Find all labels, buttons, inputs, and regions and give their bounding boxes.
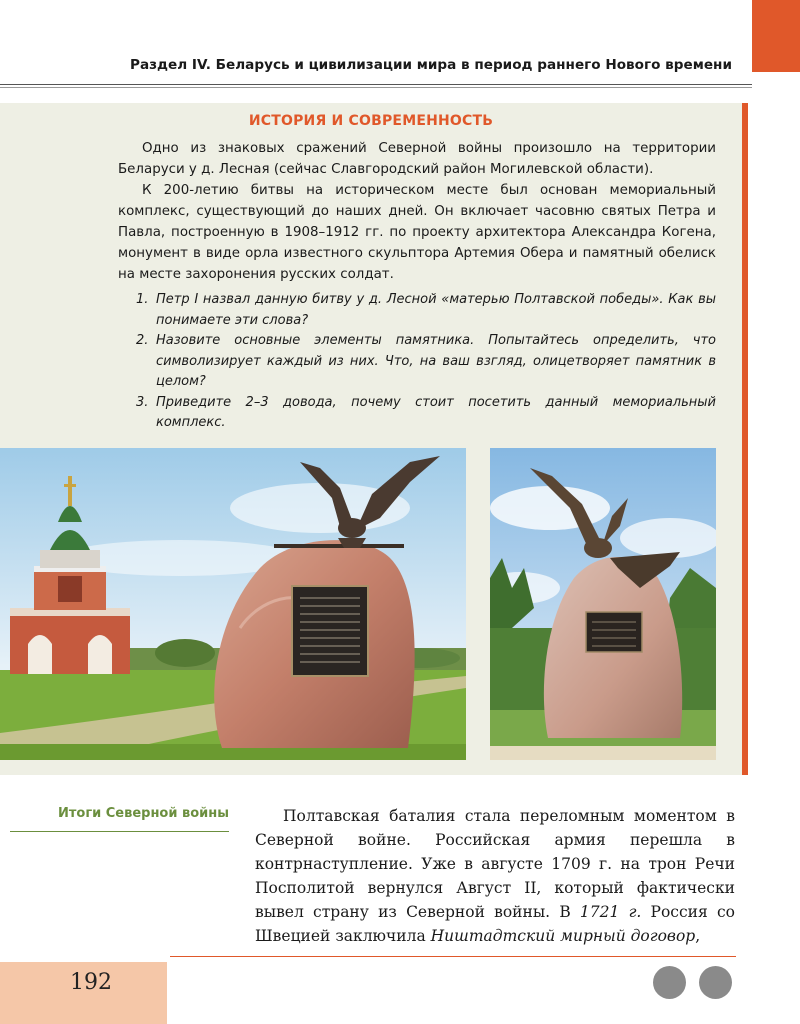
infobox-accent-bar <box>742 103 748 775</box>
page-number: 192 <box>70 970 112 995</box>
question-number: 3. <box>136 394 149 410</box>
year-italic: 1721 г. <box>579 903 642 921</box>
eagle-monument-photo <box>490 448 716 760</box>
question-text: Приведите 2–3 довода, почему стоит посетить данный мемориальный комплекс. <box>156 394 716 430</box>
question-text: Петр I назвал данную битву у д. Лесной «матерью Полтавской победы». Как вы понимаете эти слова? <box>156 292 716 328</box>
side-heading: Итоги Северной войны <box>57 806 229 821</box>
nav-dot-icon <box>699 966 732 999</box>
treaty-italic: Ништадтский мирный договор <box>430 927 696 945</box>
main-paragraph <box>255 804 735 948</box>
nav-dot-icon <box>653 966 686 999</box>
question-number: 1. <box>136 292 149 307</box>
corner-accent-tab <box>752 0 800 72</box>
footer-divider <box>170 956 736 957</box>
main-text-span: Полтавская баталия стала переломным моментом в Северной войне. Российская армия перешла в контрнаступление. Уже в августе 1709 г. на трон Речи Посполитой вернулся Август II, который фактически вывел страну из Северной войны. В <box>255 807 735 921</box>
question-number: 2. <box>136 333 149 348</box>
chapel-and-eagle-monument-photo <box>0 448 466 760</box>
infobox-text <box>118 138 716 285</box>
question-text: Назовите основные элементы памятника. Попытайтесь определить, что символизирует каждый из них. Что, на ваш взгляд, олицетворяет памятник в целом? <box>156 333 716 389</box>
question-item <box>136 393 716 434</box>
main-text <box>255 804 735 948</box>
infobox-paragraph: Одно из знаковых сражений Северной войны произошло на территории Беларуси у д. Лесная (сейчас Славгородский район Могилевской области). <box>118 141 716 177</box>
header-divider-secondary <box>0 87 752 88</box>
question-item <box>136 331 716 393</box>
main-text-span: , <box>695 927 701 945</box>
infobox-paragraph: К 200-летию битвы на историческом месте был основан мемориальный комплекс, существующий до наших дней. Он включает часовню святых Петра и Павла, построенную в 1908–1912 гг. по проекту архитектора Александра Когена, монумент в виде орла известного скульптора Артемия Обера и памятный обелиск на месте захоронения русских солдат. <box>118 183 716 282</box>
question-list <box>136 290 716 434</box>
side-heading-rule <box>10 831 229 832</box>
question-item <box>136 290 716 331</box>
infobox-title: ИСТОРИЯ И СОВРЕМЕННОСТЬ <box>248 113 494 129</box>
main-text-span: Россия со Швецией заключила <box>255 903 735 945</box>
header-divider <box>0 84 752 85</box>
running-header: Раздел IV. Беларусь и цивилизации мира в период раннего Нового времени <box>130 57 732 73</box>
